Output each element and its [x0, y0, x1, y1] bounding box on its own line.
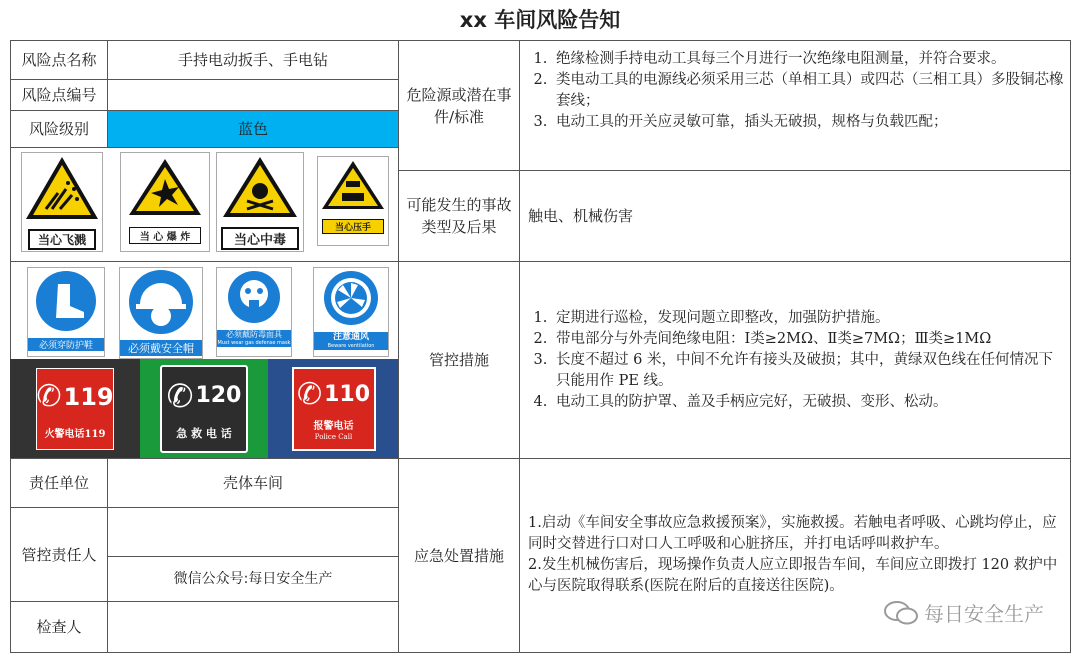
safety-boot-icon [28, 268, 104, 334]
phone-sublabel: Police Call [314, 432, 353, 441]
phone-card [292, 367, 376, 451]
value-risk-level: 蓝色 [107, 110, 399, 148]
warning-sign [120, 152, 210, 252]
value-inspector [107, 601, 399, 653]
sign-caption: 当心中毒 [221, 227, 299, 250]
phone-panel-police [268, 359, 399, 458]
sign-caption [314, 332, 388, 350]
phone-label: 急 救 电 话 [176, 426, 232, 440]
hard-hat-icon [120, 268, 202, 336]
control-content [519, 261, 1071, 459]
emergency-item: 1.启动《车间安全事故应急救援预案》，实施救援。若触电者呼吸、心跳均停止，应同时交替进行口对口人工呼吸和心脏挤压，并打电话呼叫救护车。 [528, 515, 1057, 552]
label-responsible-unit: 责任单位 [10, 458, 108, 508]
list-item: 1. 定期进行巡检，发现问题立即整改，加强防护措施。 [552, 308, 1066, 329]
phone-icon: ✆ [166, 376, 194, 415]
explosion-warning-icon [121, 153, 209, 221]
sign-caption: 当心飞溅 [28, 229, 96, 250]
phone-card [36, 368, 114, 450]
gas-mask-icon [217, 268, 291, 326]
mandatory-sign [216, 267, 292, 357]
hazard-content [519, 40, 1071, 171]
accident-content: 触电、机械伤害 [519, 170, 1071, 262]
crush-hand-warning-icon [318, 157, 388, 213]
sign-caption: 当 心 爆 炸 [129, 227, 201, 244]
phone-panel-fire [10, 359, 140, 458]
value-risk-point-no [107, 79, 399, 111]
list-item: 1. 绝缘检测手持电动工具每三个月进行一次绝缘电阻测量，并符合要求。 [552, 49, 1066, 70]
sign-caption-sub: Beware ventilation [327, 343, 375, 349]
list-item: 3. 长度不超过 6 米，中间不允许有接头及破损；其中，黄绿双色线在任何情况下只能用作 PE 线。 [552, 350, 1066, 392]
emergency-phones-row [10, 359, 399, 458]
warning-signs-row [10, 147, 399, 262]
sign-caption: 必须戴安全帽 [120, 340, 202, 356]
label-responsible-person: 管控责任人 [10, 507, 108, 602]
label-risk-level: 风险级别 [10, 110, 108, 148]
sign-caption: 当心压手 [322, 219, 384, 234]
label-risk-point-name: 风险点名称 [10, 40, 108, 80]
label-control: 管控措施 [398, 261, 520, 459]
phone-card [160, 365, 248, 453]
phone-icon: ✆ [36, 379, 62, 414]
phone-number: 119 [63, 382, 114, 411]
mandatory-sign [27, 267, 105, 357]
responsible-person-note: 微信公众号:每日安全生产 [107, 556, 399, 602]
mandatory-sign [119, 267, 203, 359]
sign-caption: 必须穿防护鞋 [28, 338, 104, 351]
list-item: 4. 电动工具的防护罩、盖及手柄应完好，无破损、变形、松动。 [552, 392, 1066, 413]
phone-icon: ✆ [296, 377, 323, 412]
sign-caption [217, 330, 291, 347]
page-title: xx 车间风险告知 [459, 8, 621, 32]
mandatory-signs-row [10, 261, 399, 359]
label-emergency: 应急处置措施 [398, 458, 520, 653]
sign-caption-main: 注意通风 [332, 332, 369, 342]
list-item: 3. 电动工具的开关应灵敏可靠，插头无破损，规格与负载匹配； [552, 112, 1066, 133]
label-accident: 可能发生的事故类型及后果 [398, 170, 520, 262]
label-risk-point-no: 风险点编号 [10, 79, 108, 111]
phone-number: 110 [324, 382, 371, 407]
warning-sign [21, 152, 103, 252]
value-risk-point-name: 手持电动扳手、手电钻 [107, 40, 399, 80]
sign-caption-sub: Must wear gas defense mask [217, 340, 291, 346]
control-list [524, 308, 1066, 413]
list-item: 2. 带电部分与外壳间绝缘电阻：Ⅰ类≥2MΩ、Ⅱ类≥7MΩ；Ⅲ类≥1MΩ [552, 329, 1066, 350]
phone-panel-ambulance [140, 359, 268, 458]
emergency-item: 2.发生机械伤害后，现场操作负责人应立即报告车间，车间应立即拨打 120 救护中心与医院取得联系(医院在附后的直接送往医院)。 [528, 557, 1058, 594]
label-inspector: 检查人 [10, 601, 108, 653]
warning-sign [317, 156, 389, 246]
value-responsible-unit: 壳体车间 [107, 458, 399, 508]
poison-warning-icon [217, 153, 303, 221]
label-hazard: 危险源或潜在事件/标准 [398, 40, 520, 171]
list-item: 2. 类电动工具的电源线必须采用三芯（单相工具）或四芯（三相工具）多股铜芯橡套线； [552, 70, 1066, 112]
value-responsible-person [107, 507, 399, 557]
hazard-list [524, 49, 1066, 133]
phone-label: 火警电话119 [44, 428, 106, 440]
warning-sign [216, 152, 304, 252]
sign-caption-main: 必须戴防毒面具 [226, 330, 282, 339]
phone-number: 120 [195, 383, 242, 408]
wechat-icon [884, 600, 918, 626]
phone-label: 报警电话 [313, 420, 354, 432]
ventilation-icon [314, 268, 388, 328]
watermark-text: 每日安全生产 [924, 602, 1044, 626]
watermark [884, 598, 1044, 627]
splash-warning-icon [22, 153, 102, 225]
mandatory-sign [313, 267, 389, 357]
